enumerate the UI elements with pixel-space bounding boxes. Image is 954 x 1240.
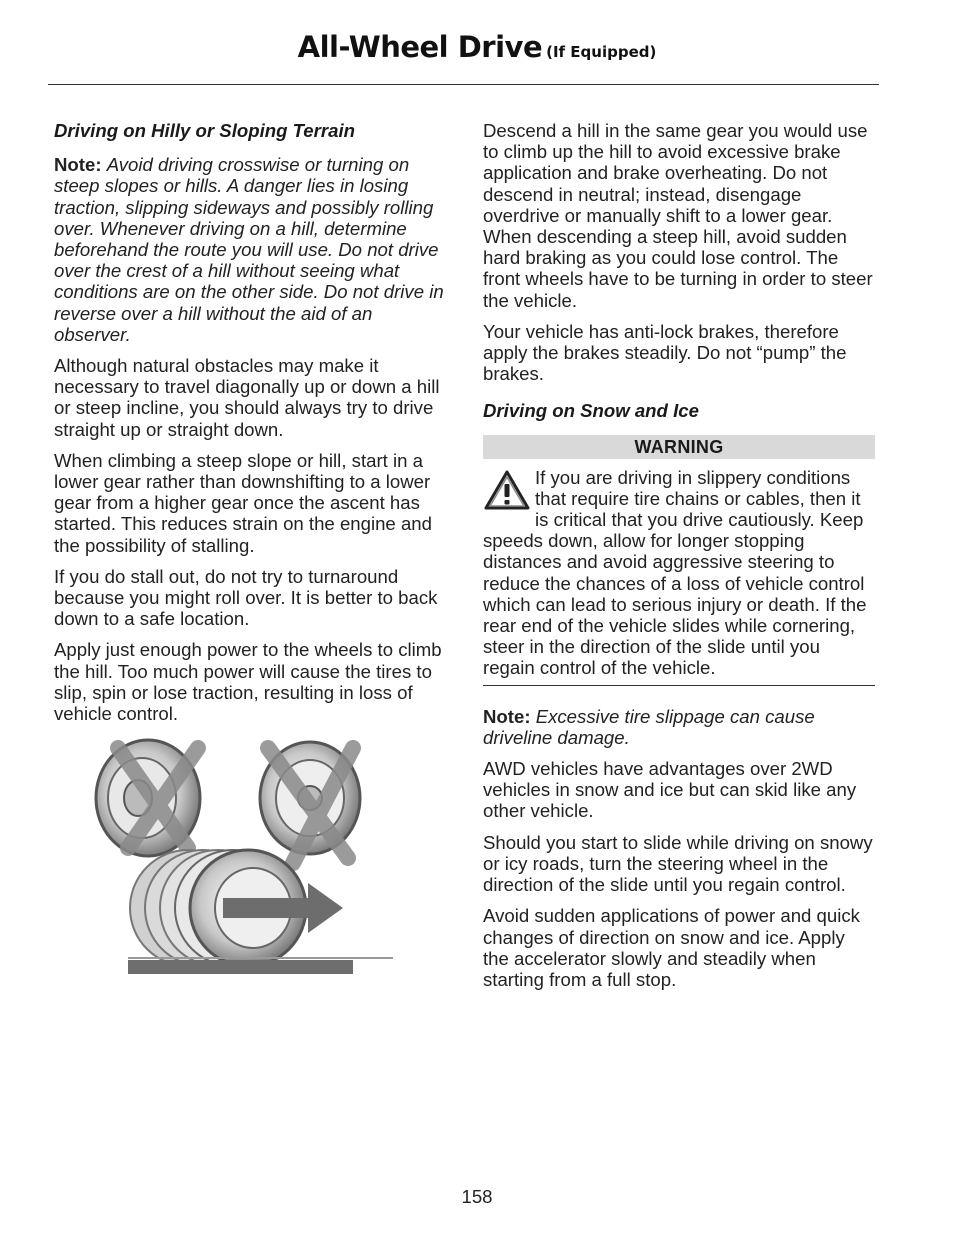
header-divider	[48, 84, 879, 85]
paragraph: Avoid sudden applications of power and quick changes of direction on snow and ice. Apply the accelerator slowly and steadily when starting from a full stop.	[483, 905, 860, 990]
tire-spin-illustration	[88, 738, 398, 988]
ground-icon	[128, 958, 393, 974]
page-number: 158	[461, 1186, 493, 1207]
warning-label: WARNING	[483, 435, 875, 459]
page-header	[0, 30, 954, 64]
warning-divider	[483, 685, 875, 686]
warning-triangle-icon	[483, 469, 531, 511]
paragraph: Apply just enough power to the wheels to climb the hill. Too much power will cause the tires to slip, spin or lose traction, resulting in loss of vehicle control.	[54, 639, 442, 725]
note-label: Note:	[483, 705, 531, 727]
page-title: All-Wheel Drive	[297, 30, 543, 64]
paragraph: Although natural obstacles may make it necessary to travel diagonally up or down a hill or steep incline, you should always try to drive straight up or straight down.	[54, 355, 440, 440]
paragraph: When climbing a steep slope or hill, start in a lower gear rather than downshifting to a lower gear from a higher gear once the ascent has started. This reduces strain on the engine and the possibility of stalling.	[54, 449, 432, 556]
note-text: Excessive tire slippage can cause driveline damage.	[483, 705, 815, 748]
right-column	[483, 120, 875, 1000]
note-label: Note:	[54, 154, 102, 176]
note-hilly-terrain	[54, 154, 444, 345]
paragraph: AWD vehicles have advantages over 2WD vehicles in snow and ice but can skid like any other vehicle.	[483, 758, 857, 822]
paragraph: Should you start to slide while driving on snowy or icy roads, turn the steering wheel in the direction of the slide until you regain control.	[483, 831, 873, 896]
page-subtitle: (If Equipped)	[546, 43, 657, 61]
left-column	[54, 120, 444, 734]
warning-text: If you are driving in slippery conditions that require tire chains or cables, then it is critical that you drive cautiously. Keep speeds down, allow for longer stopping distances and avoid aggressive steering to reduce the chances of a loss of vehicle control which can lead to serious injury or death. If the rear end of the vehicle slides while cornering, steer in the direction of the slide until you regain control of the vehicle.	[483, 466, 867, 679]
warning-block	[483, 467, 875, 679]
section-heading-hilly-terrain: Driving on Hilly or Sloping Terrain	[54, 120, 355, 141]
section-heading-snow-ice: Driving on Snow and Ice	[483, 400, 699, 422]
paragraph: If you do stall out, do not try to turnaround because you might roll over. It is better to back down to a safe location.	[54, 565, 438, 630]
paragraph: Your vehicle has anti-lock brakes, therefore apply the brakes steadily. Do not “pump” the brakes.	[483, 320, 847, 385]
paragraph: Descend a hill in the same gear you would use to climb up the hill to avoid excessive brake application and brake overheating. Do not descend in neutral; instead, disengage overdrive or manually shift to a lower gear. When descending a steep hill, avoid sudden hard braking as you could lose control. The front wheels have to be turning in order to steer the vehicle.	[483, 120, 873, 311]
note-tire-slippage	[483, 706, 875, 748]
note-text: Avoid driving crosswise or turning on steep slopes or hills. A danger lies in losing traction, slipping sideways and possibly rolling over. Whenever driving on a hill, determine beforehand the route you will use. Do not drive over the crest of a hill without seeing what conditions are on the other side. Do not drive in reverse over a hill without the aid of an observer.	[54, 154, 444, 345]
